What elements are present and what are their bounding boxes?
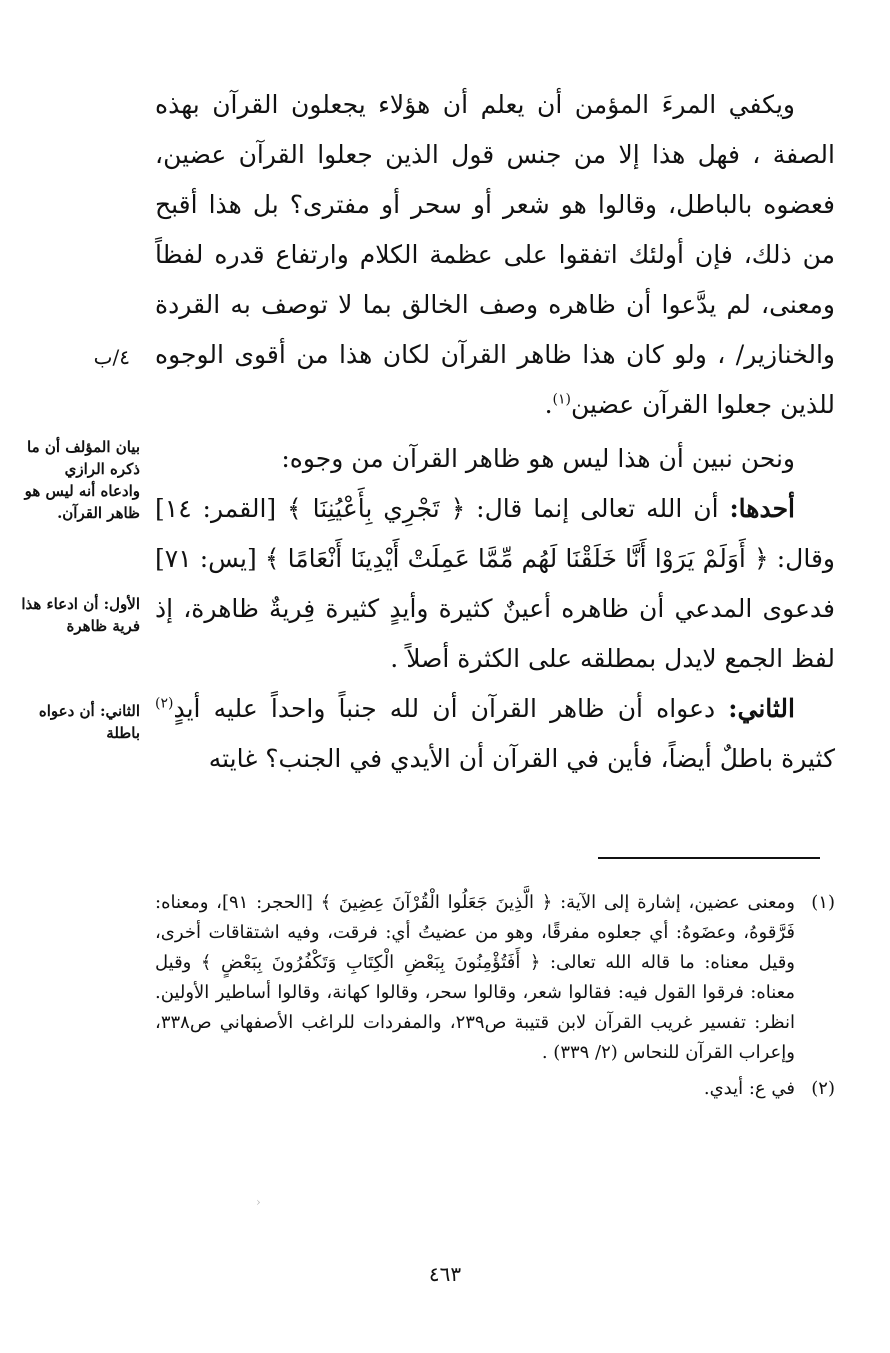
paragraph-second-aspect bbox=[155, 684, 835, 784]
paragraph-2: ونحن نبين أن هذا ليس هو ظاهر القرآن من وجوه: bbox=[281, 444, 795, 473]
first-aspect-label: أحدها: bbox=[729, 494, 795, 523]
paragraph-1-text: ويكفي المرءَ المؤمن أن يعلم أن هؤلاء يجعلون القرآن بهذه الصفة ، فهل هذا إلا من جنس قول الذين جعلوا القرآن عضين، فعضوه بالباطل، وقالوا هو شعر أو سحر أو مفترى؟ بل هذا أقبح من ذلك، فإن أولئك اتفقوا على عظمة الكلام وارتفاع قدره لفظاً ومعنى، لم يدَّعوا أن ظاهره وصف الخالق بما لا توصف به القردة والخنازير/ ، ولو كان هذا ظاهر القرآن لكان هذا من أقوى الوجوه للذين جعلوا القرآن عضين bbox=[155, 90, 835, 419]
first-aspect-text: أن الله تعالى إنما قال: ﴿ تَجْرِي بِأَعْيُنِنَا ﴾ [القمر: ١٤] وقال: ﴿ أَوَلَمْ يَرَوْا أَنَّا خَلَقْنَا لَهُم مِّمَّا عَمِلَتْ أَيْدِينَا أَنْعَامًا ﴾ [يس: ٧١] فدعوى المدعي أن ظاهره أعينٌ كثيرة وأيدٍ كثيرة فِريةٌ ظاهرة، إذ لفظ الجمع لايدل بمطلقه على الكثرة أصلاً . bbox=[155, 494, 835, 673]
side-note-first: الأول: أن ادعاء هذا فرية ظاهرة bbox=[21, 595, 140, 635]
paragraph-first-aspect bbox=[155, 484, 835, 684]
footnote-item bbox=[155, 888, 835, 1068]
footnote-ref-2[interactable]: (٢) bbox=[155, 695, 174, 712]
manuscript-folio-marker: ٤/ب bbox=[93, 345, 130, 369]
footnote-ref-1[interactable]: (١) bbox=[552, 391, 572, 408]
page-number: ٤٦٣ bbox=[428, 1262, 462, 1286]
side-note-author: بيان المؤلف أن ما ذكره الرازي وادعاه أنه ليس هو ظاهر القرآن. bbox=[24, 438, 140, 522]
second-aspect-text-b: كثيرة باطلٌ أيضاً، فأين في القرآن أن الأيدي في الجنب؟ غايته bbox=[208, 744, 835, 773]
footnote-text: ومعنى عضين، إشارة إلى الآية: ﴿ الَّذِينَ جَعَلُوا الْقُرْآنَ عِضِينَ ﴾ [الحجر: ٩١]، ومعناه: فَرَّقوهُ، وعضَوهُ: أي جعلوه مفرقًا، وهو من عضيتُ أي: فرقت، وفيه اشتقاقات أخرى، وقيل معناه: ما قاله الله تعالى: ﴿ أَفَتُؤْمِنُونَ بِبَعْضِ الْكِتَابِ وَتَكْفُرُونَ بِبَعْضٍ ﴾ وقيل معناه: فرقوا القول فيه: فقالوا شعر، وقالوا سحر، وقالوا كهانة، وقالوا أساطير الأولين. انظر: تفسير غريب القرآن لابن قتيبة ص٢٣٩، والمفردات للراغب الأصفهاني ص٣٣٨، وإعراب القرآن للنحاس (٢/ ٣٣٩) . bbox=[155, 892, 795, 1063]
footnote-divider bbox=[598, 857, 820, 859]
paragraph-1 bbox=[155, 80, 835, 430]
second-aspect-text-a: دعواه أن ظاهر القرآن أن لله جنباً واحداً عليه أيدٍ bbox=[173, 694, 716, 723]
footnote-number: (٢) bbox=[811, 1078, 835, 1099]
footnote-number: (١) bbox=[811, 892, 835, 913]
scan-mark-glyph: › bbox=[256, 1195, 261, 1209]
main-text-block bbox=[155, 80, 835, 784]
footnote-item bbox=[155, 1074, 835, 1104]
footnote-text: في ع: أيدي. bbox=[703, 1078, 795, 1099]
side-note-second: الثاني: أن دعواه باطلة bbox=[38, 702, 140, 742]
second-aspect-label: الثاني: bbox=[728, 694, 795, 723]
paragraph-1-end: . bbox=[544, 390, 553, 419]
footnotes-section bbox=[155, 888, 835, 1104]
